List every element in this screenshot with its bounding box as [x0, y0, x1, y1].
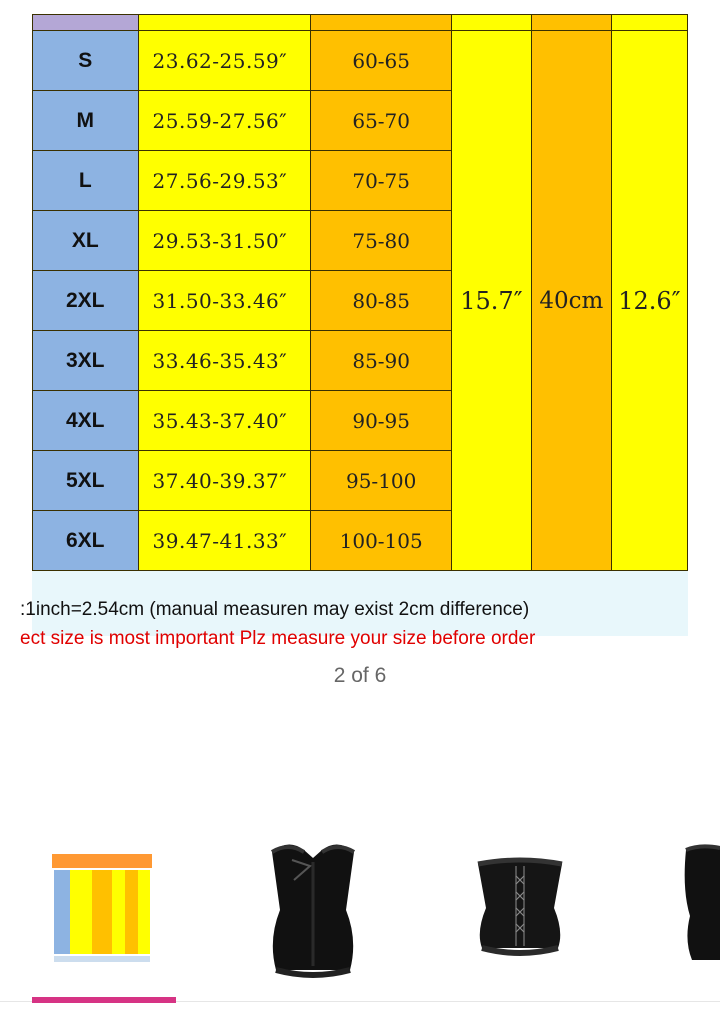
corset-back-icon	[470, 820, 570, 980]
waist-inch-cell: 25.59-27.56″	[138, 91, 311, 151]
thumbnail-size-chart[interactable]	[52, 854, 156, 962]
size-cell: 2XL	[33, 271, 139, 331]
size-cell: S	[33, 31, 139, 91]
waist-inch-cell: 39.47-41.33″	[138, 511, 311, 571]
gallery-active-indicator	[32, 997, 176, 1003]
corset-side-icon	[680, 820, 720, 980]
waist-cm-cell: 75-80	[311, 211, 452, 271]
waist-cm-cell: 70-75	[311, 151, 452, 211]
size-cell: M	[33, 91, 139, 151]
size-chart-thumbnail-icon	[52, 854, 152, 962]
size-cell: XL	[33, 211, 139, 271]
merged-cell-a: 15.7″	[451, 31, 531, 571]
waist-inch-cell: 23.62-25.59″	[138, 31, 311, 91]
waist-inch-cell: 27.56-29.53″	[138, 151, 311, 211]
waist-inch-cell: 35.43-37.40″	[138, 391, 311, 451]
waist-cm-cell: 65-70	[311, 91, 452, 151]
waist-inch-cell: 37.40-39.37″	[138, 451, 311, 511]
thumbnail-corset-back[interactable]	[470, 820, 570, 985]
table-row	[33, 31, 688, 91]
waist-inch-cell: 31.50-33.46″	[138, 271, 311, 331]
table-header-strip	[33, 15, 688, 31]
thumbnail-corset-side[interactable]	[680, 820, 720, 985]
size-cell: 3XL	[33, 331, 139, 391]
size-chart-table	[32, 14, 688, 571]
corset-front-icon	[258, 820, 368, 980]
gallery-main-image[interactable]	[20, 14, 688, 649]
size-cell: 6XL	[33, 511, 139, 571]
size-cell: 4XL	[33, 391, 139, 451]
waist-cm-cell: 95-100	[311, 451, 452, 511]
waist-cm-cell: 100-105	[311, 511, 452, 571]
merged-cell-c: 12.6″	[611, 31, 687, 571]
waist-inch-cell: 29.53-31.50″	[138, 211, 311, 271]
image-counter: 2 of 6	[333, 664, 387, 687]
size-cell: L	[33, 151, 139, 211]
thumbnail-corset-front[interactable]	[258, 820, 368, 985]
waist-cm-cell: 85-90	[311, 331, 452, 391]
waist-inch-cell: 33.46-35.43″	[138, 331, 311, 391]
conversion-note: :1inch=2.54cm (manual measuren may exist 2cm difference)	[20, 599, 530, 620]
thumbnail-strip	[0, 820, 720, 990]
merged-cell-b: 40cm	[531, 31, 611, 571]
size-cell: 5XL	[33, 451, 139, 511]
waist-cm-cell: 60-65	[311, 31, 452, 91]
measure-warning-note: ect size is most important Plz measure your size before order	[20, 628, 536, 649]
waist-cm-cell: 90-95	[311, 391, 452, 451]
waist-cm-cell: 80-85	[311, 271, 452, 331]
